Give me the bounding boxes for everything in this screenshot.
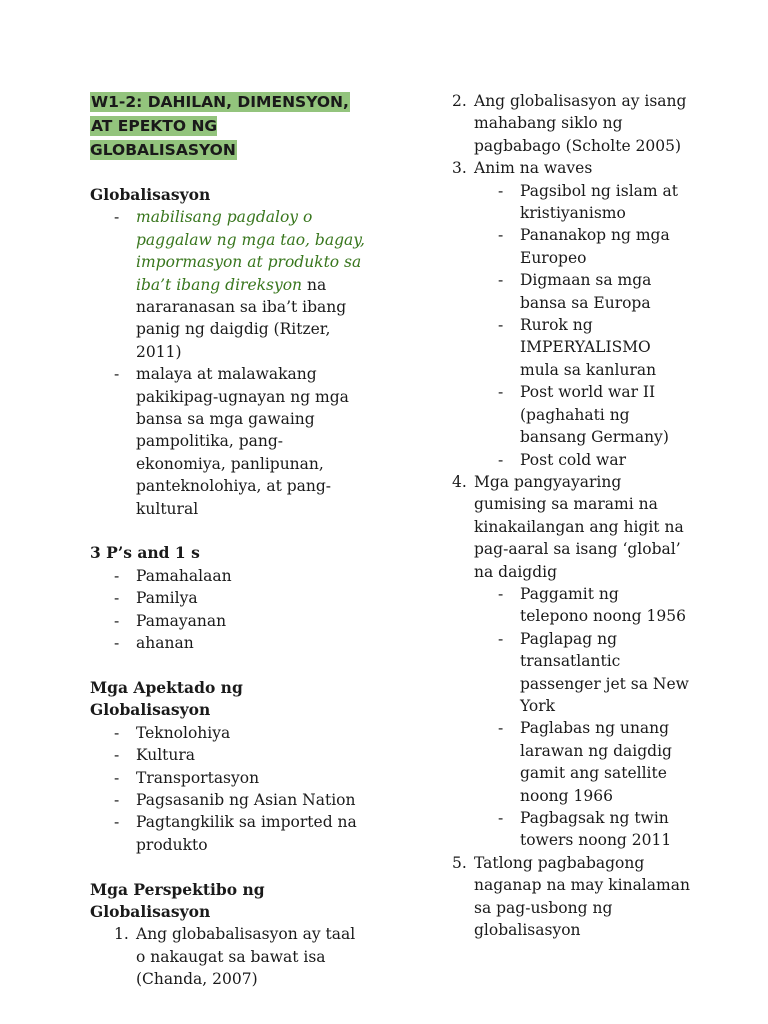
waves-sublist xyxy=(474,180,690,471)
left-column xyxy=(90,90,365,991)
list-item: - Kultura xyxy=(90,744,365,766)
apektado-list xyxy=(90,722,365,856)
globalisasyon-heading: Globalisasyon xyxy=(90,185,211,204)
list-item-text: Tatlong pagbabagong naganap na may kinalaman sa pag-usbong ng globalisasyon xyxy=(474,853,690,940)
sublist-item: - Pagbagsak ng twin towers noong 2011 xyxy=(474,807,690,852)
list-item-text: Anim na waves xyxy=(474,159,593,178)
ps-list xyxy=(90,565,365,655)
list-item-text: Ang globabalisasyon ay taal o nakaugat sa bawat isa (Chanda, 2007) xyxy=(136,925,356,989)
list-item: - Pagtangkilik sa imported na produkto xyxy=(90,811,365,856)
sublist-item: - Rurok ng IMPERYALISMO mula sa kanluran xyxy=(474,314,690,381)
highlighted-definition: mabilisang pagdaloy o paggalaw ng mga tao, bagay, impormasyon at produkto sa iba’t ibang direksyon xyxy=(136,208,365,294)
sublist-item: - Pananakop ng mga Europeo xyxy=(474,224,690,269)
list-item xyxy=(90,206,365,363)
sublist-item: - Post cold war xyxy=(474,449,690,471)
sublist-item: - Paglabas ng unang larawan ng daigdig gamit ang satellite noong 1966 xyxy=(474,717,690,807)
list-number: 2. xyxy=(452,92,467,110)
list-item xyxy=(90,923,365,990)
document-title xyxy=(90,90,365,162)
list-item xyxy=(428,90,690,157)
right-column xyxy=(428,90,690,941)
globalisasyon-list xyxy=(90,206,365,520)
list-item: - Pamahalaan xyxy=(90,565,365,587)
sublist-item: - Paggamit ng telepono noong 1956 xyxy=(474,583,690,628)
list-item: - ahanan xyxy=(90,632,365,654)
perspektibo-list-continued xyxy=(428,90,690,941)
list-item xyxy=(428,157,690,471)
list-item: - malaya at malawakang pakikipag-ugnayan ng mga bansa sa mga gawaing pampolitika, pang-ekonomiya, panlipunan, panteknolohiya, at pang-kultural xyxy=(90,363,365,520)
list-item: - Transportasyon xyxy=(90,767,365,789)
list-item: - Teknolohiya xyxy=(90,722,365,744)
definition-rest: na nararanasan sa iba’t ibang panig ng daigdig (Ritzer, 2011) xyxy=(136,275,347,361)
list-item xyxy=(428,471,690,852)
list-item-text: Mga pangyayaring gumising sa marami na kinakailangan ang higit na pag-aaral sa isang ‘global’ na daigdig xyxy=(474,472,684,581)
perspektibo-heading: Mga Perspektibo ng Globalisasyon xyxy=(90,879,265,921)
perspektibo-list xyxy=(90,923,365,990)
list-item-text: Ang globalisasyon ay isang mahabang siklo ng pagbabago (Scholte 2005) xyxy=(474,92,687,155)
sublist-item: - Post world war II (paghahati ng bansang Germany) xyxy=(474,381,690,448)
list-number: 1. xyxy=(114,925,129,944)
list-item: - Pamayanan xyxy=(90,610,365,632)
sublist-item: - Digmaan sa mga bansa sa Europa xyxy=(474,269,690,314)
events-sublist xyxy=(474,583,690,852)
ps-heading: 3 P’s and 1 s xyxy=(90,543,200,563)
list-number: 4. xyxy=(452,472,467,491)
sublist-item: - Paglapag ng transatlantic passenger jet sa New York xyxy=(474,628,690,718)
sublist-item: - Pagsibol ng islam at kristiyanismo xyxy=(474,180,690,225)
list-item: - Pagsasanib ng Asian Nation xyxy=(90,789,365,811)
title-line-1: W1-2: DAHILAN, DIMENSYON, xyxy=(91,93,349,111)
list-item: - Pamilya xyxy=(90,587,365,609)
title-line-2: AT EPEKTO NG GLOBALISASYON xyxy=(90,117,236,159)
apektado-heading: Mga Apektado ng Globalisasyon xyxy=(90,677,243,720)
list-number: 5. xyxy=(452,853,467,872)
list-item xyxy=(428,852,690,942)
list-number: 3. xyxy=(452,159,467,178)
